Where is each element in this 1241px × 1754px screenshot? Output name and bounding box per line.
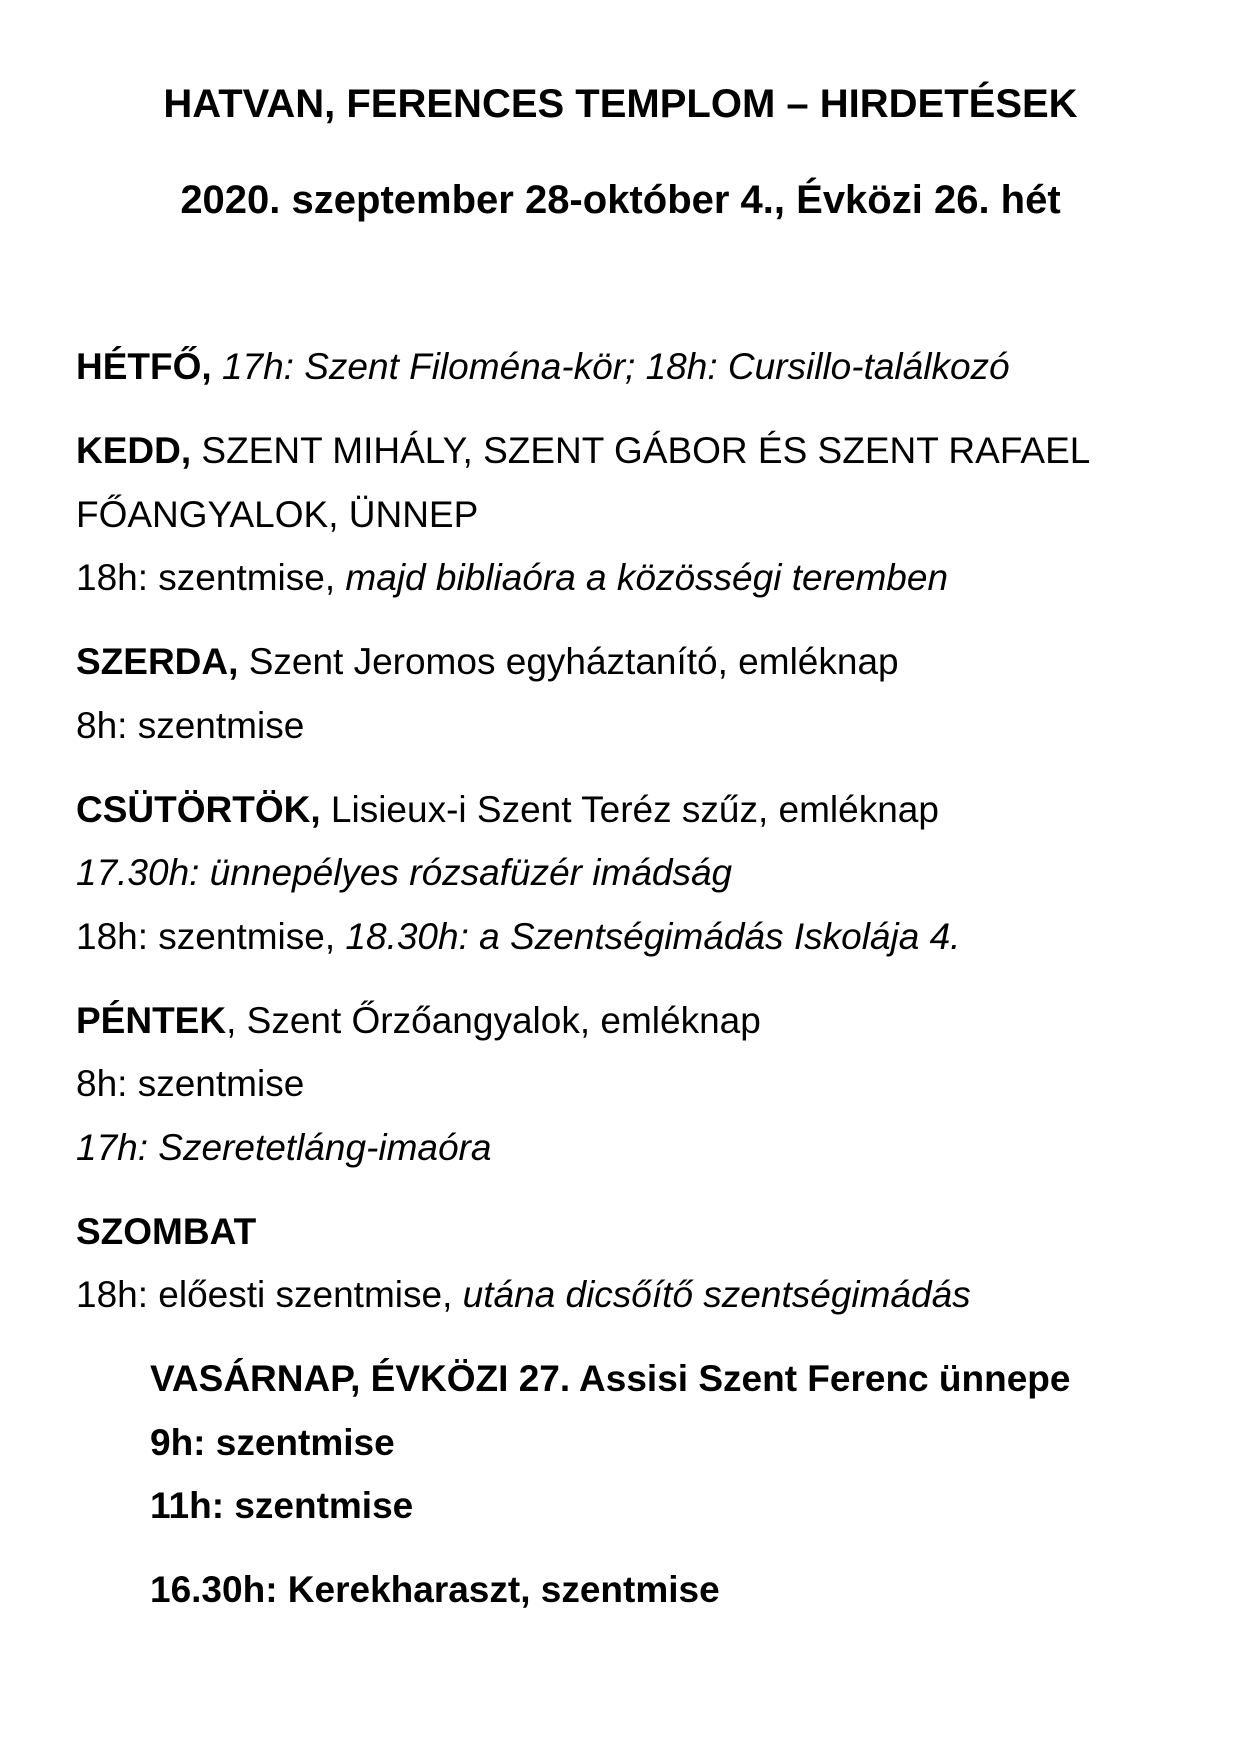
day-wednesday <box>76 641 899 683</box>
day-friday <box>76 1000 761 1042</box>
day-feast: Szent Jeromos egyháztanító, emléknap <box>248 641 899 682</box>
mass-time: 9h: szentmise <box>150 1422 395 1463</box>
day-saturday-mass <box>76 1274 971 1316</box>
mass-time: 8h: szentmise <box>76 1063 305 1104</box>
day-name: PÉNTEK <box>76 1000 227 1041</box>
day-program: 18.30h: a Szentségimádás Iskolája 4. <box>345 916 961 957</box>
day-sunday: VASÁRNAP, ÉVKÖZI 27. Assisi Szent Ferenc ünnepe <box>150 1358 1071 1399</box>
day-name: SZERDA, <box>76 641 239 682</box>
day-program: 17h: Szent Filoména-kör; 18h: Cursillo-találkozó <box>221 346 1010 387</box>
page-title: HATVAN, FERENCES TEMPLOM – HIRDETÉSEK <box>163 82 1078 126</box>
mass-time: 18h: szentmise, <box>76 916 336 957</box>
day-name: KEDD, <box>76 430 192 471</box>
page-subtitle: 2020. szeptember 28-október 4., Évközi 26. hét <box>180 178 1061 222</box>
day-program: 17h: Szeretetláng-imaóra <box>76 1127 492 1168</box>
day-thursday <box>76 789 939 831</box>
day-thursday-mass <box>76 916 960 958</box>
day-name: CSÜTÖRTÖK, <box>76 789 321 830</box>
day-name: HÉTFŐ, <box>76 346 212 387</box>
day-feast-continued: FŐANGYALOK, ÜNNEP <box>76 494 479 535</box>
day-program: majd bibliaóra a közösségi teremben <box>345 557 949 598</box>
day-tuesday-mass <box>76 557 948 599</box>
day-feast: , Szent Őrzőangyalok, emléknap <box>226 1000 761 1041</box>
mass-time: 18h: előesti szentmise, <box>76 1274 453 1315</box>
day-monday <box>76 346 1010 388</box>
mass-time: 8h: szentmise <box>76 705 305 746</box>
day-saturday: SZOMBAT <box>76 1211 257 1252</box>
mass-time: 16.30h: Kerekharaszt, szentmise <box>150 1569 720 1610</box>
day-feast: Lisieux-i Szent Teréz szűz, emléknap <box>330 789 939 830</box>
rosary-prayer: 17.30h: ünnepélyes rózsafüzér imádság <box>76 852 733 893</box>
day-program: utána dicsőítő szentségimádás <box>462 1274 971 1315</box>
mass-time: 11h: szentmise <box>150 1485 414 1526</box>
day-feast: SZENT MIHÁLY, SZENT GÁBOR ÉS SZENT RAFAEL <box>201 430 1091 471</box>
day-tuesday <box>76 430 1090 472</box>
mass-time: 18h: szentmise, <box>76 557 336 598</box>
